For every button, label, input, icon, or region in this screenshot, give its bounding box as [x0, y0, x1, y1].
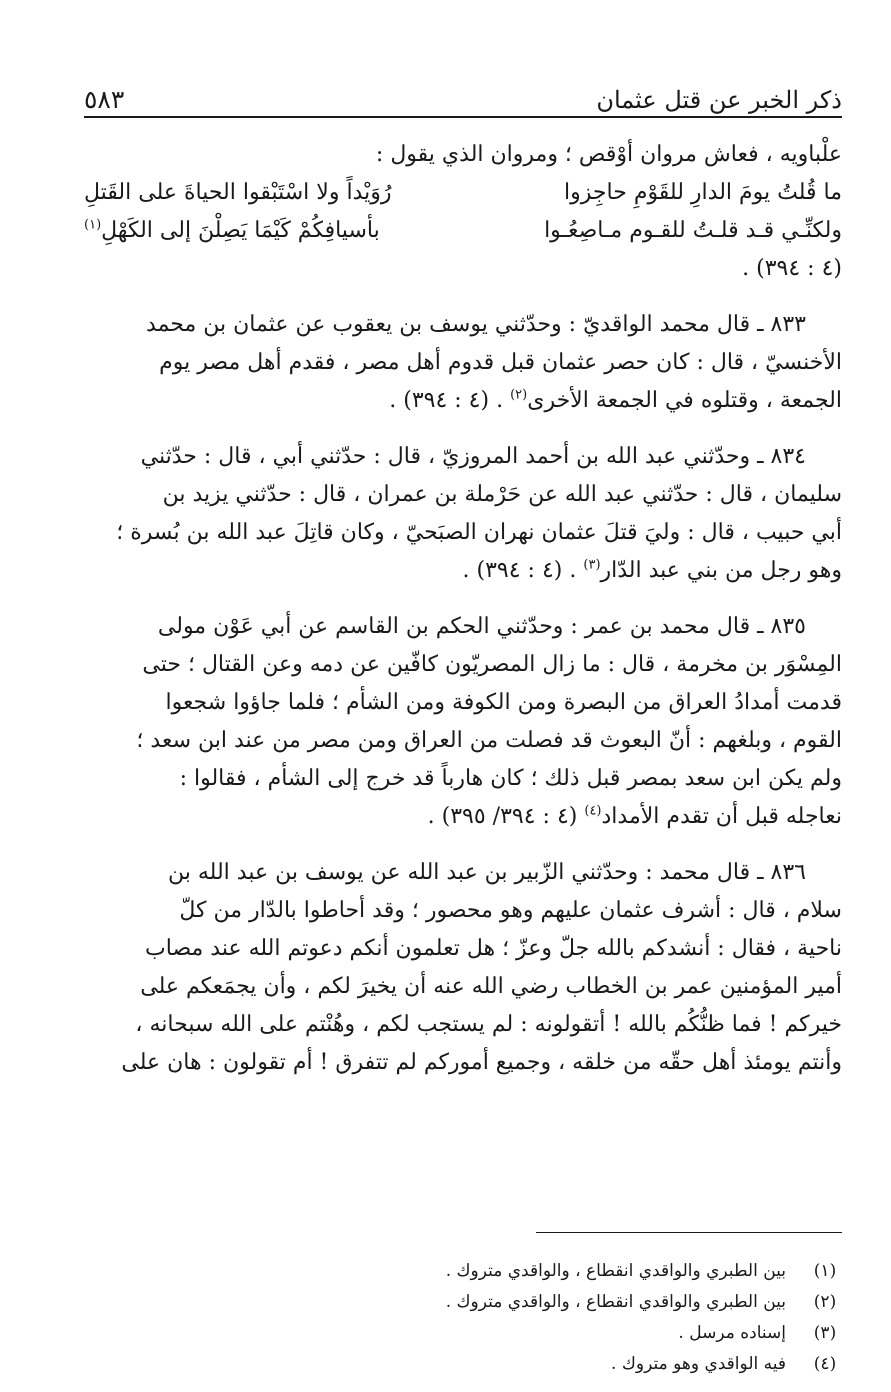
report-834-line-1: ٨٣٤ ـ وحدّثني عبد الله بن أحمد المروزيّ ، قال : حدّثني أبي ، قال : حدّثني: [140, 444, 806, 469]
footnotes: [84, 1256, 842, 1380]
source-reference: . (٤ : ٣٩٤) .: [462, 558, 577, 583]
report-835: [84, 608, 842, 836]
report-836-line-1: ٨٣٦ ـ قال محمد : وحدّثني الزّبير بن عبد الله عن يوسف بن عبد الله بن: [168, 860, 806, 885]
report-835-line-3: قدمت أمدادُ العراق من البصرة ومن الكوفة ومن الشأم ؛ فلما جاؤوا شجعوا: [165, 690, 842, 715]
running-header: [84, 70, 842, 114]
footnote-rule: [536, 1232, 842, 1233]
verse-2-second-hemistich: بأسيافِكُمْ كَيْمَا يَصِلْنَ إلى الكَهْلِ: [101, 218, 380, 243]
report-835-line-2: المِسْوَر بن مخرمة ، قال : ما زال المصريّون كافّين عن دمه وعن القتال ؛ حتى: [142, 652, 842, 677]
book-page: [84, 70, 842, 1374]
footnote-2: [84, 1287, 842, 1318]
footnote-mark: (٣): [813, 1323, 837, 1343]
header-rule: [84, 116, 842, 118]
running-title: ذكر الخبر عن قتل عثمان: [596, 86, 842, 114]
report-834-line-4-wrap: [84, 552, 842, 590]
report-836: [84, 854, 842, 1082]
source-reference: (٤ : ٣٩٤/ ٣٩٥) .: [427, 804, 578, 829]
verse-1-first-hemistich: ما قُلتُ يومَ الدارِ للقَوْمِ حاجِزوا: [564, 180, 842, 205]
footnote-text: فيه الواقدي وهو متروك .: [611, 1354, 786, 1374]
report-836-line-4: أمير المؤمنين عمر بن الخطاب رضي الله عنه أن يخيرَ لكم ، وأن يجمَعكم على: [140, 974, 842, 999]
footnote-ref-1[interactable]: (١): [84, 217, 102, 233]
report-834-line-2: سليمان ، قال : حدّثني عبد الله عن حَرْملة بن عمران ، قال : حدّثني يزيد بن: [162, 482, 842, 507]
verse-2-second-hemistich-wrap: [84, 212, 380, 250]
report-835-line-6-wrap: [84, 798, 842, 836]
opening-passage: [84, 136, 842, 288]
report-833-line-1: ٨٣٣ ـ قال محمد الواقديّ : وحدّثني يوسف بن يعقوب عن عثمان بن محمد: [146, 312, 806, 337]
footnote-text: بين الطبري والواقدي انقطاع ، والواقدي متروك .: [445, 1261, 786, 1281]
verse-line-2: [84, 212, 842, 250]
report-834-line-4: وهو رجل من بني عبد الدّار: [600, 558, 842, 583]
report-836-line-6: وأنتم يومئذ أهل حقّه من خلقه ، وجميع أموركم لم تتفرق ! أم تقولون : هان على: [121, 1050, 842, 1075]
footnote-mark: (٢): [813, 1292, 837, 1312]
report-833-line-3-wrap: [84, 382, 842, 420]
report-835-line-6: نعاجله قبل أن تقدم الأمداد: [601, 804, 842, 829]
report-835-line-5: ولم يكن ابن سعد بمصر قبل ذلك ؛ كان هارباً قد خرج إلى الشأم ، فقالوا :: [179, 766, 842, 791]
report-834-line-3: أبي حبيب ، قال : وليَ قتلَ عثمان نهران الصبَحيّ ، وكان قاتِلَ عبد الله بن بُسرة ؛: [116, 520, 842, 545]
report-833-line-3: الجمعة ، وقتلوه في الجمعة الأخرى: [527, 388, 842, 413]
report-834: [84, 438, 842, 590]
report-833-line-2: الأخنسيّ ، قال : كان حصر عثمان قبل قدوم أهل مصر ، فقدم أهل مصر يوم: [159, 350, 842, 375]
report-835-line-1: ٨٣٥ ـ قال محمد بن عمر : وحدّثني الحكم بن القاسم عن أبي عَوْن مولى: [157, 614, 806, 639]
footnote-ref-3[interactable]: (٣): [583, 557, 601, 573]
footnote-ref-2[interactable]: (٢): [510, 387, 528, 403]
page-number: ٥٨٣: [84, 85, 125, 114]
report-835-line-4: القوم ، وبلغهم : أنّ البعوث قد فصلت من العراق ومن مصر من عند ابن سعد ؛: [136, 728, 842, 753]
footnote-4: [84, 1349, 842, 1380]
verse-line-1: [84, 174, 842, 212]
footnote-3: [84, 1318, 842, 1349]
report-836-line-3: ناحية ، فقال : أنشدكم بالله جلّ وعزّ ؛ هل تعلمون أنكم دعوتم الله عند مصاب: [145, 936, 842, 961]
source-reference: (٤ : ٣٩٤) .: [742, 256, 842, 281]
footnote-1: [84, 1256, 842, 1287]
source-reference: . (٤ : ٣٩٤) .: [389, 388, 504, 413]
verse-2-first-hemistich: ولكنِّـي قـد قلـتُ للقـوم مـاصِعُـوا: [544, 218, 842, 243]
footnote-ref-4[interactable]: (٤): [584, 803, 602, 819]
footnote-mark: (١): [813, 1261, 837, 1281]
footnote-text: بين الطبري والواقدي انقطاع ، والواقدي متروك .: [445, 1292, 786, 1312]
verse-1-second-hemistich: رُوَيْداً ولا اسْتَبْقوا الحياةَ على القَتلِ: [84, 180, 392, 205]
footnote-text: إسناده مرسل .: [678, 1323, 786, 1343]
report-836-line-2: سلام ، قال : أشرف عثمان عليهم وهو محصور ؛ وقد أحاطوا بالدّار من كلّ: [179, 898, 842, 923]
opening-line: علْباويه ، فعاش مروان أوْقص ؛ ومروان الذي يقول :: [375, 142, 842, 167]
footnote-mark: (٤): [813, 1354, 837, 1374]
report-836-line-5: خيركم ! فما ظنُّكُم بالله ! أتقولونه : لم يستجب لكم ، وهُنْتم على الله سبحانه ،: [135, 1012, 842, 1037]
report-833: [84, 306, 842, 420]
